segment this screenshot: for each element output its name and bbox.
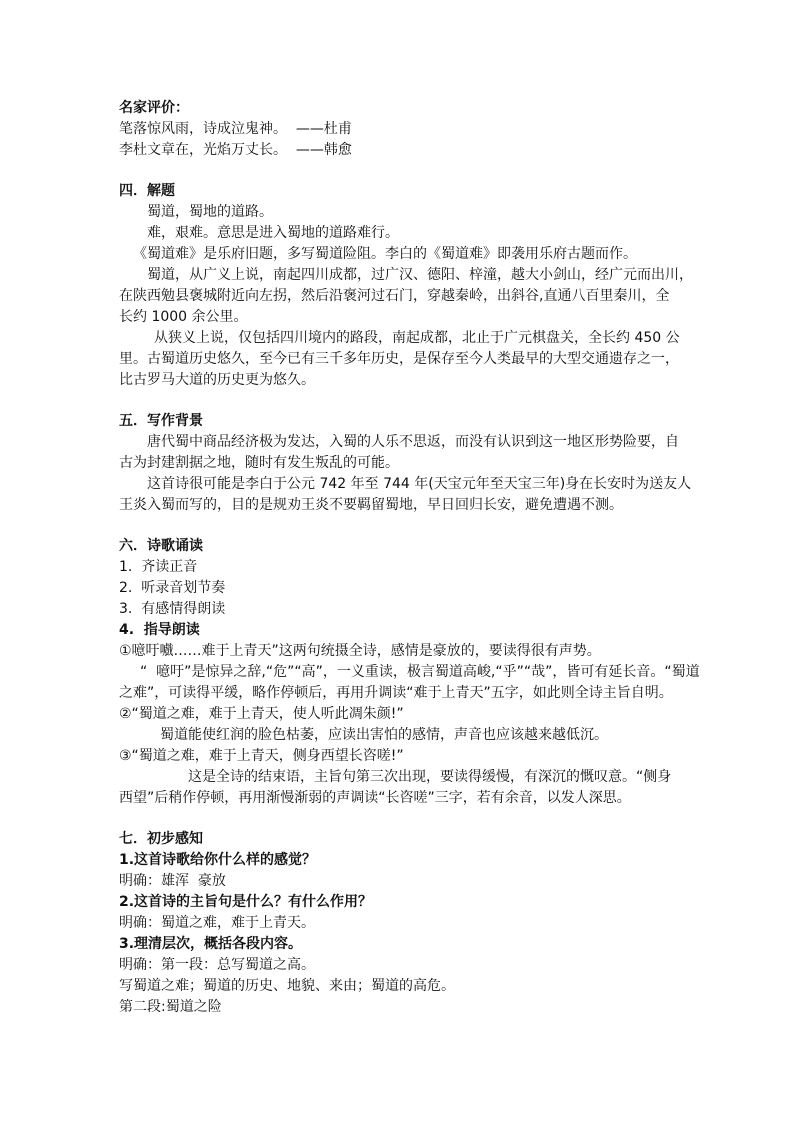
reading-guide-2: ②“蜀道之难，难于上青天，使人听此凋朱颜!” — [119, 706, 404, 722]
section-4-para-5-line-1: 从狭义上说，仅包括四川境内的路段，南起成都，北止于广元棋盘关，全长约 450 公 — [154, 330, 680, 346]
famous-comments-heading: 名家评价： — [119, 100, 189, 116]
question-3: 3.理清层次，概括各段内容。 — [119, 936, 303, 952]
reading-guide-2-note: 蜀道能使红润的脸色枯萎，应读出害怕的感情，声音也应该越来越低沉。 — [160, 727, 608, 743]
famous-comment-han-yu: 李杜文章在，光焰万丈长。 ——韩愈 — [119, 142, 352, 158]
section-4-para-4-line-3: 长约 1000 余公里。 — [119, 309, 248, 325]
section-6-list-item-1: 1. 齐读正音 — [119, 559, 198, 575]
section-5-para-2-line-1: 这首诗很可能是李白于公元 742 年至 744 年(天宝元年至天宝三年)身在长安时为送友人 — [147, 476, 692, 492]
answer-1: 明确：雄浑 豪放 — [119, 873, 226, 889]
section-4-para-5-line-3: 比古罗马大道的历史更为悠久。 — [119, 372, 315, 388]
reading-guide-3-note-line-1: 这是全诗的结束语，主旨句第三次出现，要读得缓慢，有深沉的慨叹意。“侧身 — [188, 769, 672, 785]
section-5-heading: 五．写作背景 — [119, 413, 203, 429]
reading-guide-3: ③“蜀道之难，难于上青天，侧身西望长咨嗟!” — [119, 748, 404, 764]
section-4-para-1: 蜀道，蜀地的道路。 — [147, 204, 273, 220]
reading-guide-1-note-line-1: “ 噫吁”是惊异之辞,“危”“高”，一义重读，极言蜀道高峻,“乎”“哉”，皆可有延长音。“蜀道 — [140, 664, 700, 680]
reading-guide-3-note-line-2: 西望”后稍作停顿，再用渐慢渐弱的声调读“长咨嗟”三字，若有余音，以发人深思。 — [119, 790, 631, 806]
section-6-list-item-4: 4. 指导朗读 — [119, 622, 200, 638]
section-6-list-item-2: 2. 听录音划节奏 — [119, 580, 226, 596]
famous-comment-du-fu: 笔落惊风雨，诗成泣鬼神。 ——杜甫 — [119, 121, 352, 137]
question-1: 1.这首诗歌给你什么样的感觉？ — [119, 852, 317, 868]
reading-guide-1: ①噫吁嚱……难于上青天”这两句统摄全诗，感情是豪放的，要读得很有声势。 — [119, 643, 601, 659]
section-5-para-2-line-2: 王炎入蜀而写的，目的是规劝王炎不要羁留蜀地，早日回归长安，避免遭遇不测。 — [119, 497, 623, 513]
section-5-para-1-line-2: 古为封建割据之地，随时有发生叛乱的可能。 — [119, 455, 399, 471]
reading-guide-1-note-line-2: 之难”，可读得平缓，略作停顿后，再用升调读“难于上青天”五字，如此则全诗主旨自明。 — [119, 685, 673, 701]
answer-2: 明确：蜀道之难，难于上青天。 — [119, 915, 315, 931]
answer-3-line-1: 明确：第一段：总写蜀道之高。 — [119, 957, 315, 973]
section-4-para-5-line-2: 里。古蜀道历史悠久，至今已有三千多年历史，是保存至今人类最早的大型交通遗存之一， — [119, 351, 679, 367]
section-6-list-item-3: 3. 有感情得朗读 — [119, 601, 226, 617]
answer-3-line-3: 第二段:蜀道之险 — [119, 999, 222, 1015]
section-7-heading: 七．初步感知 — [119, 831, 203, 847]
section-4-para-2: 难，艰难。意思是进入蜀地的道路难行。 — [147, 225, 399, 241]
section-4-para-3: 《蜀道难》是乐府旧题，多写蜀道险阻。李白的《蜀道难》即袭用乐府古题而作。 — [133, 246, 637, 262]
section-4-heading: 四．解题 — [119, 183, 175, 199]
section-4-para-4-line-2: 在陕西勉县褒城附近向左拐，然后沿褒河过石门，穿越秦岭，出斜谷,直通八百里秦川，全 — [119, 288, 670, 304]
section-4-para-4-line-1: 蜀道，从广义上说，南起四川成都，过广汉、德阳、梓潼，越大小剑山，经广元而出川， — [147, 267, 693, 283]
question-2: 2.这首诗的主旨句是什么？有什么作用？ — [119, 894, 373, 910]
section-5-para-1-line-1: 唐代蜀中商品经济极为发达，入蜀的人乐不思返，而没有认识到这一地区形势险要，自 — [147, 434, 679, 450]
answer-3-line-2: 写蜀道之难；蜀道的历史、地貌、来由；蜀道的高危。 — [119, 978, 455, 994]
section-6-heading: 六．诗歌诵读 — [119, 538, 203, 554]
